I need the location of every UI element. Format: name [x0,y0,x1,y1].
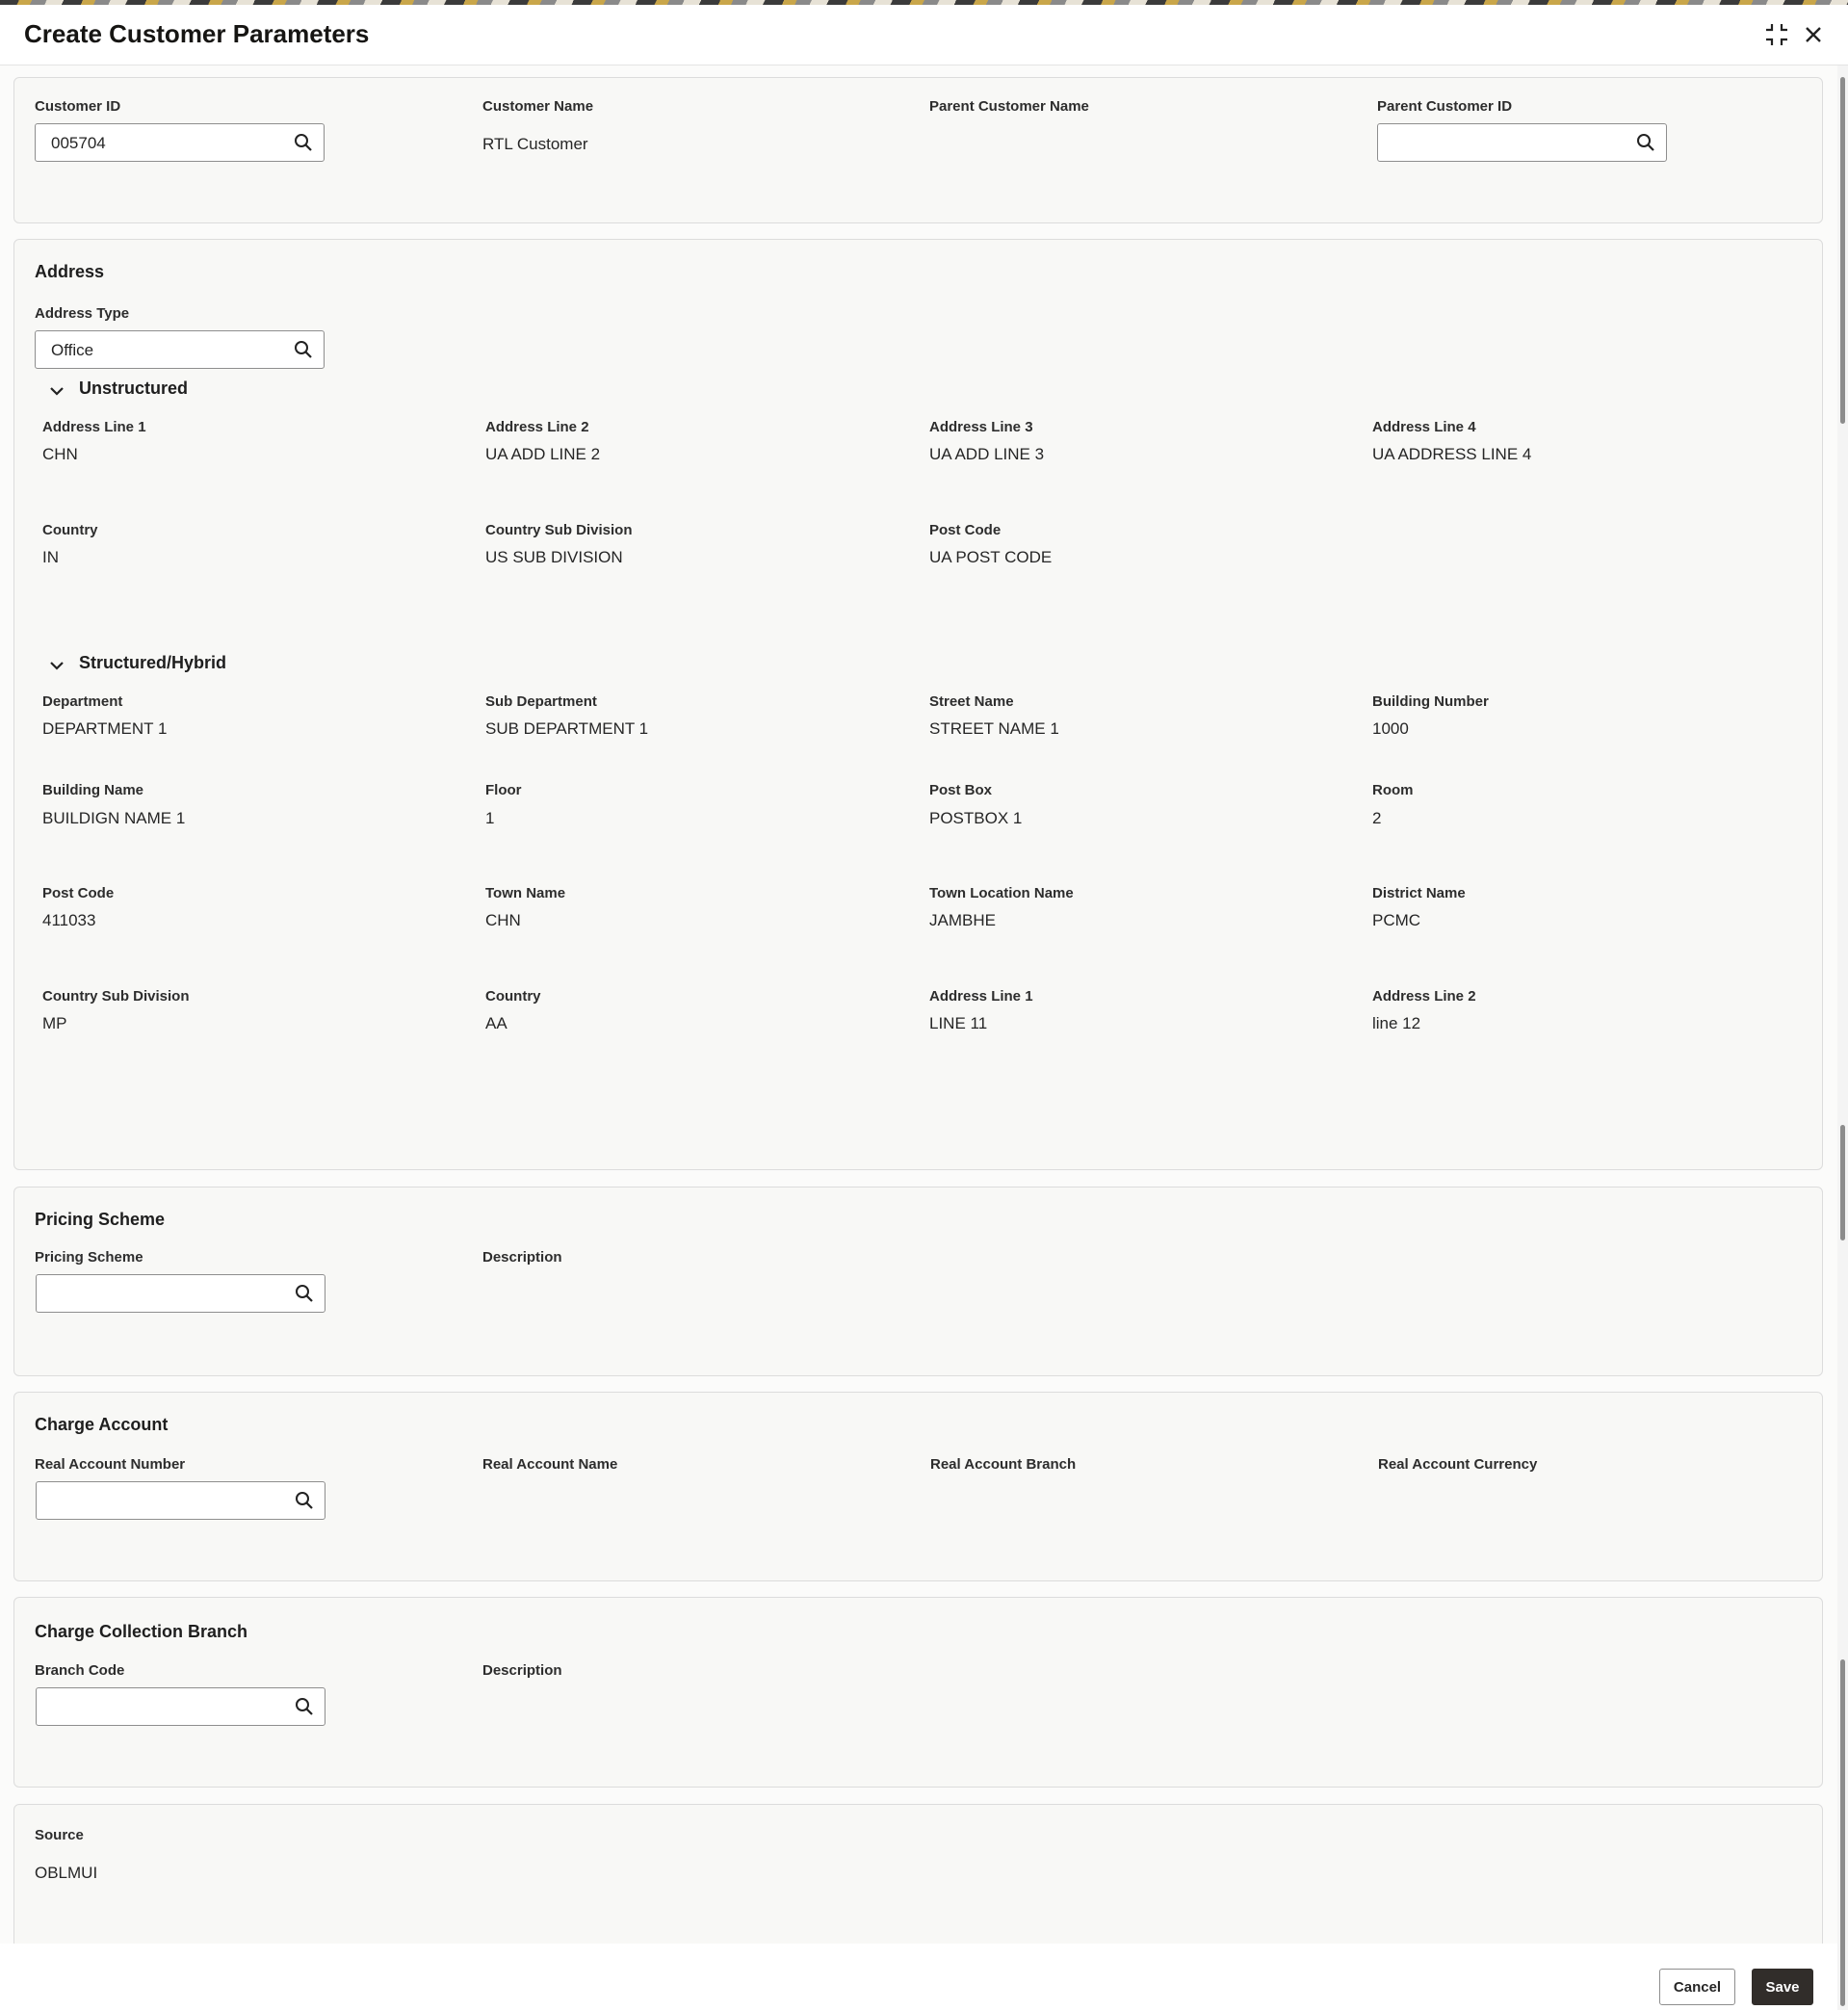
field-label: Country [485,988,541,1005]
customer-name-label: Customer Name [482,98,594,115]
page-title: Create Customer Parameters [24,19,370,48]
real-account-number-field[interactable] [36,1481,325,1520]
pricing-description-label: Description [482,1249,562,1266]
parent-customer-id-label: Parent Customer ID [1377,98,1513,115]
branch-code-label: Branch Code [35,1662,125,1679]
customer-id-value: 005704 [51,134,106,152]
field-label: District Name [1372,885,1466,901]
address-type-label: Address Type [35,305,130,322]
field-value: CHN [42,445,78,463]
customer-id-field[interactable] [35,123,325,162]
field-value: SUB DEPARTMENT 1 [485,719,649,738]
charge-account-section-title: Charge Account [35,1415,169,1434]
field-label: Department [42,693,123,710]
field-label: Building Number [1372,693,1489,710]
real-account-branch-label: Real Account Branch [930,1456,1077,1473]
source-card [13,1804,1823,1950]
customer-card [13,77,1823,223]
field-value: BUILDIGN NAME 1 [42,809,186,827]
search-icon[interactable] [295,1284,314,1303]
field-value: 411033 [42,911,96,929]
field-label: Address Line 2 [1372,988,1476,1005]
pricing-scheme-section-title: Pricing Scheme [35,1210,166,1229]
field-value: CHN [485,911,521,929]
field-value: 1 [485,809,495,827]
field-value: UA ADDRESS LINE 4 [1372,445,1532,463]
dialog-footer [0,1944,1837,2010]
field-value: line 12 [1372,1014,1421,1032]
unstructured-section-title[interactable]: Unstructured [79,379,189,398]
field-label: Address Line 1 [929,988,1033,1005]
address-card [13,239,1823,1170]
field-label: Post Code [42,885,115,901]
field-label: Street Name [929,693,1014,710]
field-value: UA POST CODE [929,548,1053,566]
vertical-scrollbar[interactable] [1837,65,1848,2010]
field-label: Sub Department [485,693,597,710]
branch-description-label: Description [482,1662,562,1679]
field-value: IN [42,548,59,566]
field-label: Address Line 2 [485,419,589,435]
scrollbar-thumb[interactable] [1840,77,1845,424]
field-label: Country Sub Division [42,988,190,1005]
pricing-scheme-card [13,1187,1823,1376]
search-icon[interactable] [294,340,313,359]
scrollbar-thumb-tertiary[interactable] [1840,1659,1845,2006]
field-label: Post Box [929,782,993,798]
parent-customer-name-label: Parent Customer Name [929,98,1089,115]
chevron-down-icon[interactable] [48,384,65,398]
field-value: LINE 11 [929,1014,988,1032]
field-label: Post Code [929,522,1002,538]
pricing-scheme-field[interactable] [36,1274,325,1313]
charge-collection-branch-card [13,1597,1823,1788]
source-label: Source [35,1827,84,1843]
source-value: OBLMUI [35,1864,98,1882]
field-label: Address Line 3 [929,419,1033,435]
close-icon[interactable] [1799,20,1828,49]
field-label: Country [42,522,98,538]
real-account-number-label: Real Account Number [35,1456,186,1473]
dialog-header [0,5,1848,65]
field-label: Town Location Name [929,885,1074,901]
dialog-body [0,65,1837,1944]
chevron-down-icon[interactable] [48,659,65,672]
field-label: Room [1372,782,1414,798]
field-label: Floor [485,782,522,798]
field-value: UA ADD LINE 2 [485,445,601,463]
field-value: UA ADD LINE 3 [929,445,1045,463]
search-icon[interactable] [294,133,313,152]
field-value: STREET NAME 1 [929,719,1059,738]
field-value: AA [485,1014,508,1032]
structured-section-title[interactable]: Structured/Hybrid [79,653,227,672]
cancel-button[interactable]: Cancel [1659,1969,1735,2005]
field-value: MP [42,1014,67,1032]
field-value: JAMBHE [929,911,996,929]
charge-account-card [13,1392,1823,1581]
save-button[interactable]: Save [1752,1969,1813,2005]
field-label: Building Name [42,782,144,798]
address-type-field[interactable] [35,330,325,369]
branch-code-field[interactable] [36,1687,325,1726]
pricing-scheme-label: Pricing Scheme [35,1249,143,1266]
address-type-value: Office [51,341,94,359]
customer-id-label: Customer ID [35,98,121,115]
scrollbar-thumb-secondary[interactable] [1840,1125,1845,1240]
real-account-currency-label: Real Account Currency [1378,1456,1538,1473]
field-value: DEPARTMENT 1 [42,719,168,738]
charge-collection-branch-section-title: Charge Collection Branch [35,1622,248,1641]
field-label: Country Sub Division [485,522,633,538]
customer-name-value: RTL Customer [482,135,588,153]
search-icon[interactable] [295,1697,314,1716]
field-label: Address Line 4 [1372,419,1476,435]
real-account-name-label: Real Account Name [482,1456,618,1473]
field-value: 1000 [1372,719,1409,738]
field-label: Town Name [485,885,566,901]
search-icon[interactable] [295,1491,314,1510]
field-value: POSTBOX 1 [929,809,1023,827]
field-value: 2 [1372,809,1382,827]
address-section-title: Address [35,262,105,281]
field-value: PCMC [1372,911,1421,929]
minimize-icon[interactable] [1762,20,1791,49]
field-label: Address Line 1 [42,419,146,435]
parent-customer-id-field[interactable] [1377,123,1667,162]
field-value: US SUB DIVISION [485,548,623,566]
search-icon[interactable] [1636,133,1655,152]
